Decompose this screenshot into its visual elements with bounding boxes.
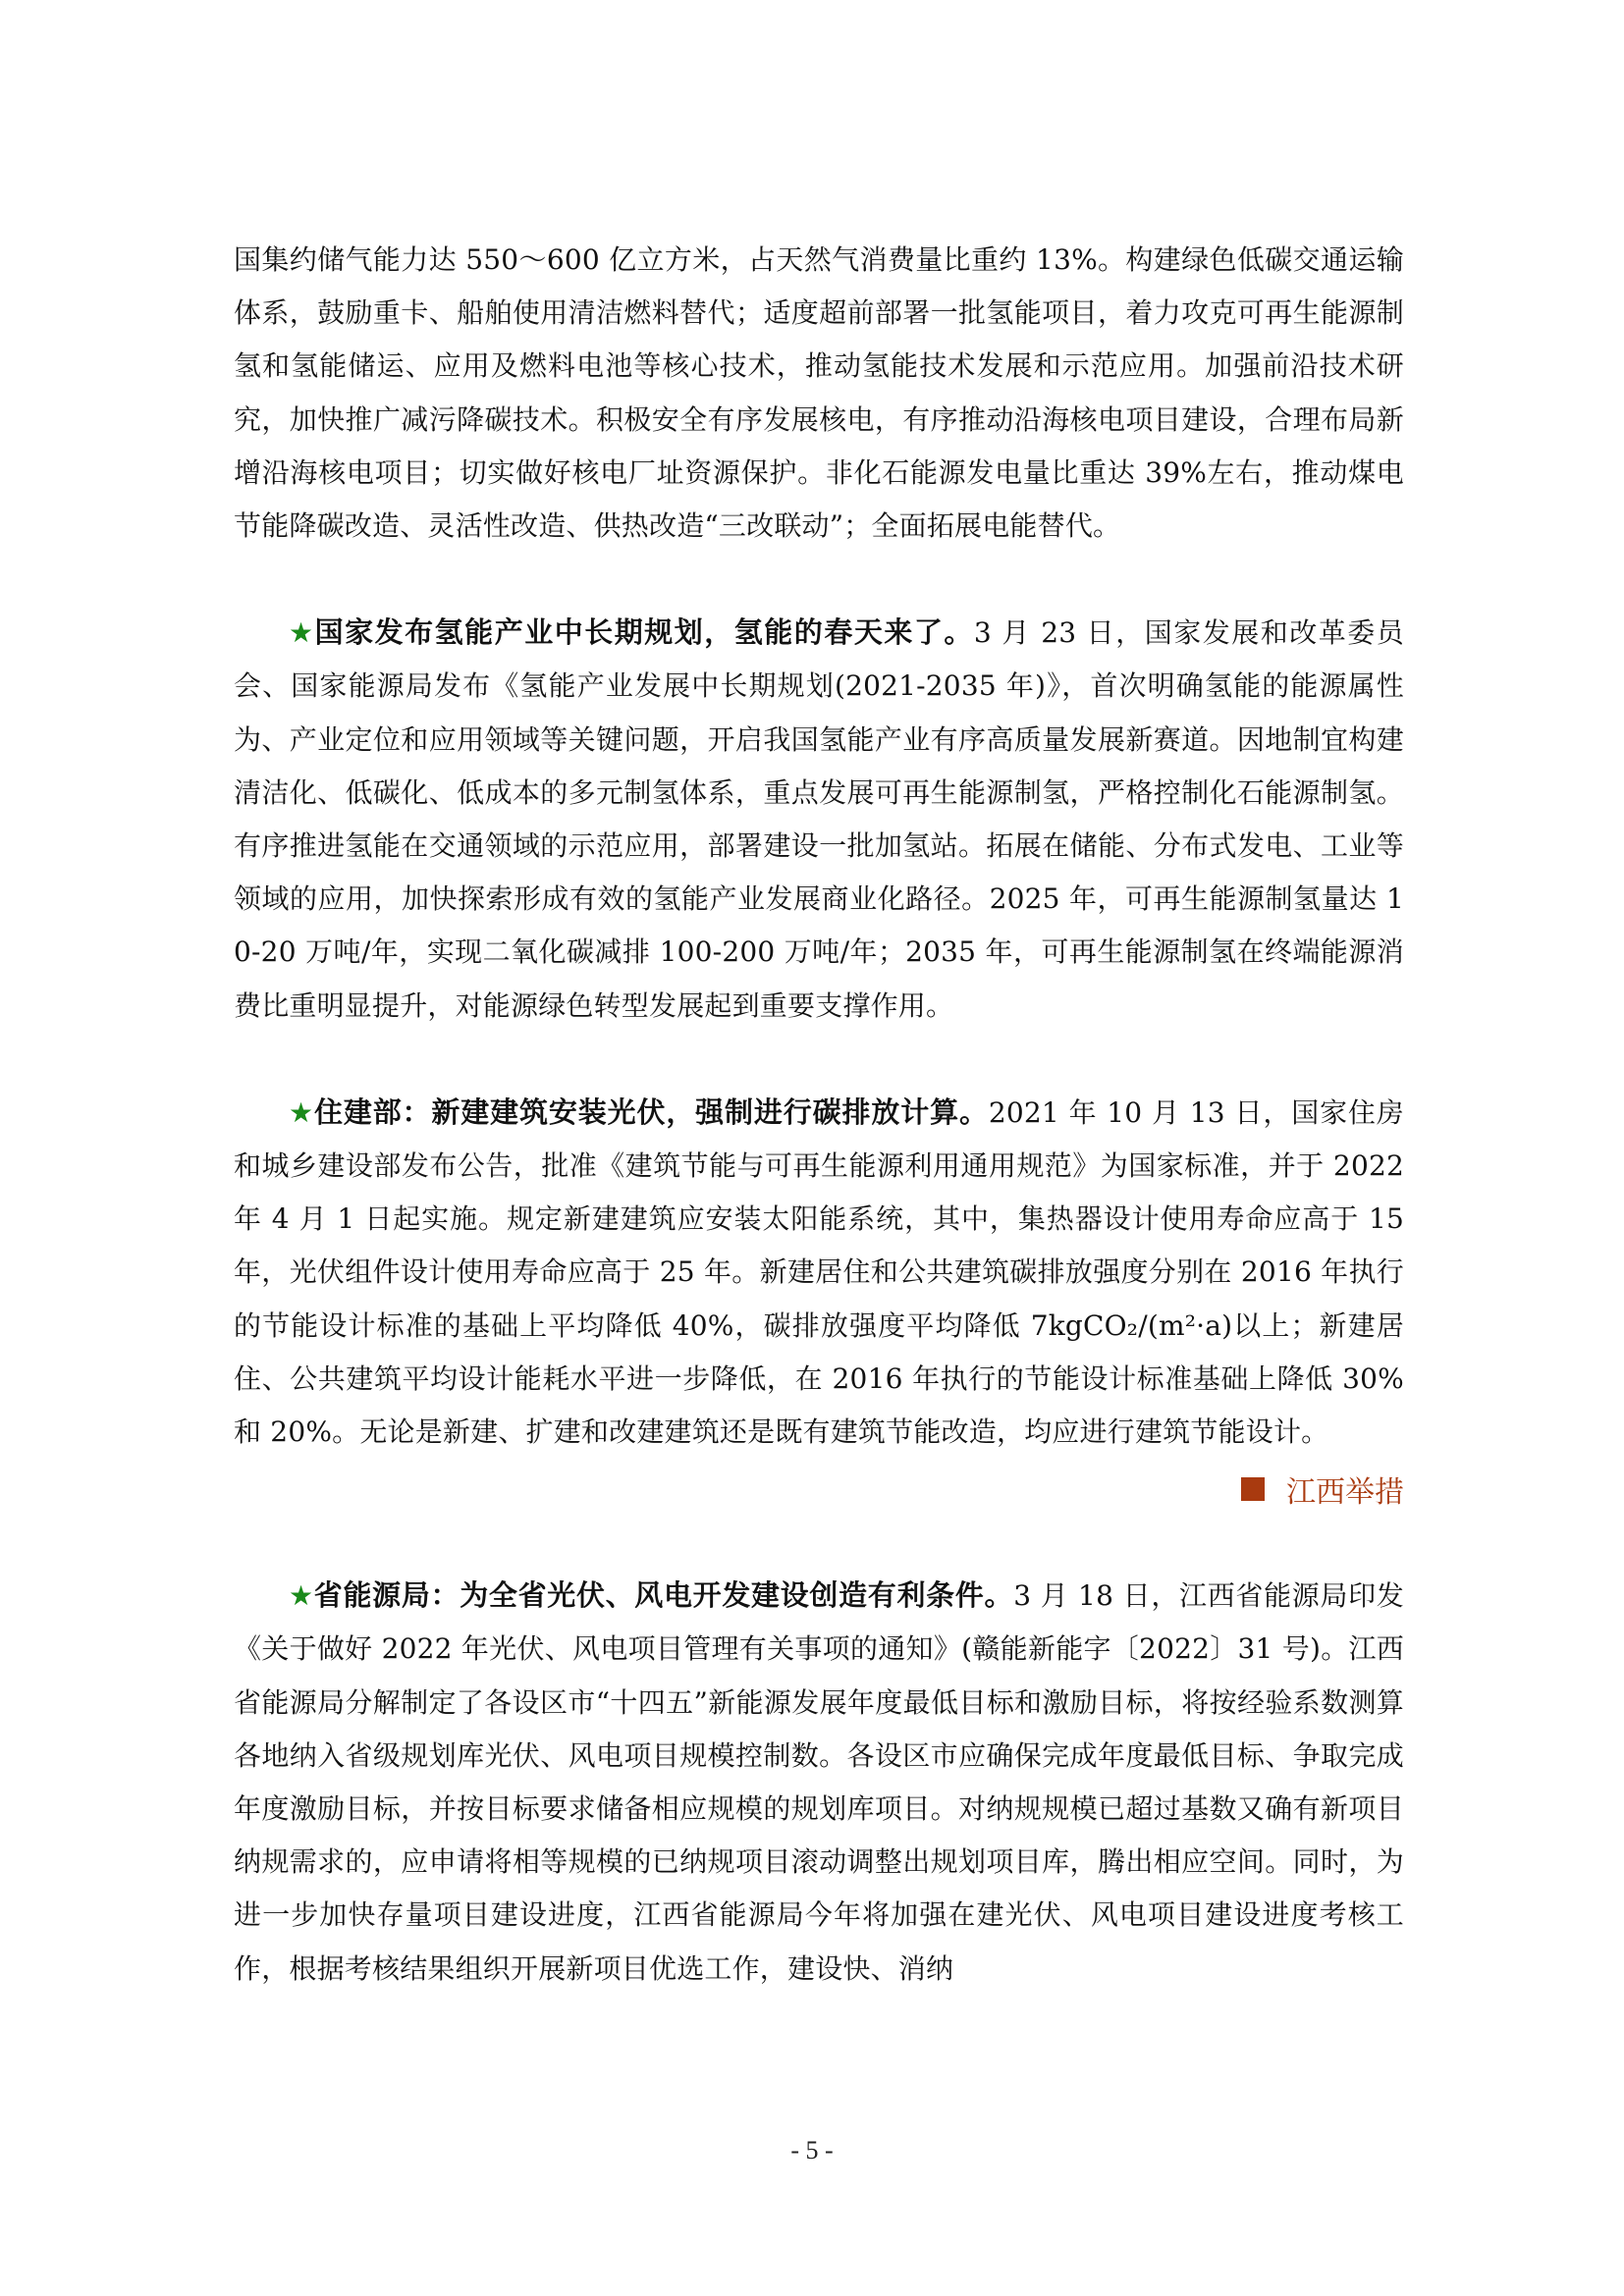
paragraph-lead-heading: 国家发布氢能产业中长期规划，氢能的春天来了。 [314,615,974,650]
paragraph-provincial-energy [234,1569,1404,1996]
document-page [234,234,1404,1996]
section-heading-jiangxi [234,1463,1404,1516]
paragraph-gap [234,1516,1404,1569]
paragraph-gap [234,553,1404,606]
paragraph-gap [234,1033,1404,1086]
paragraph-text: 国集约储气能力达 550～600 亿立方米，占天然气消费量比重约 13%。构建绿色低碳交通运输体系，鼓励重卡、船舶使用清洁燃料替代；适度超前部署一批氢能项目，着力攻克可再生能源制氢和氢能储运、应用及燃料电池等核心技术，推动氢能技术发展和示范应用。加强前沿技术研究，加快推广减污降碳技术。积极安全有序发展核电，有序推动沿海核电项目建设，合理布局新增沿海核电项目；切实做好核电厂址资源保护。非化石能源发电量比重达 39%左右，推动煤电节能降碳改造、灵活性改造、供热改造“三改联动”；全面拓展电能替代。 [234,243,1404,543]
paragraph-hydrogen-plan [234,606,1404,1033]
section-heading-title: 江西举措 [1286,1475,1404,1511]
page-number: - 5 - [790,2136,834,2164]
star-icon: ★ [289,1579,314,1613]
paragraph-building-pv [234,1086,1404,1459]
paragraph-text: 3 月 23 日，国家发展和改革委员会、国家能源局发布《氢能产业发展中长期规划(2021-2035 年)》，首次明确氢能的能源属性为、产业定位和应用领域等关键问题，开启我国氢能产业有序高质量发展新赛道。因地制宜构建清洁化、低碳化、低成本的多元制氢体系，重点发展可再生能源制氢，严格控制化石能源制氢。有序推进氢能在交通领域的示范应用，部署建设一批加氢站。拓展在储能、分布式发电、工业等领域的应用，加快探索形成有效的氢能产业发展商业化路径。2025 年，可再生能源制氢量达 10-20 万吨/年，实现二氧化碳减排 100-200 万吨/年；2035 年，可再生能源制氢在终端能源消费比重明显提升，对能源绿色转型发展起到重要支撑作用。 [234,616,1404,1022]
paragraph-energy-storage [234,234,1404,553]
paragraph-text: 3 月 18 日，江西省能源局印发《关于做好 2022 年光伏、风电项目管理有关事项的通知》(赣能新能字〔2022〕31 号)。江西省能源局分解制定了各设区市“十四五”新能源发展年度最低目标和激励目标，将按经验系数测算各地纳入省级规划库光伏、风电项目规模控制数。各设区市应确保完成年度最低目标、争取完成年度激励目标，并按目标要求储备相应规模的规划库项目。对纳规规模已超过基数又确有新项目纳规需求的，应申请将相等规模的已纳规项目滚动调整出规划项目库，腾出相应空间。同时，为进一步加快存量项目建设进度，江西省能源局今年将加强在建光伏、风电项目建设进度考核工作，根据考核结果组织开展新项目优选工作，建设快、消纳 [234,1579,1405,1985]
paragraph-lead-heading: 住建部：新建建筑安装光伏，强制进行碳排放计算。 [313,1095,989,1129]
square-bullet-icon [1241,1477,1265,1501]
star-icon: ★ [289,1095,314,1129]
paragraph-text: 2021 年 10 月 13 日，国家住房和城乡建设部发布公告，批准《建筑节能与可再生能源利用通用规范》为国家标准，并于 2022 年 4 月 1 日起实施。规定新建建筑应安装太阳能系统，其中，集热器设计使用寿命应高于 15 年，光伏组件设计使用寿命应高于 25 年。新建居住和公共建筑碳排放强度分别在 2016 年执行的节能设计标准的基础上平均降低 40%，碳排放强度平均降低 7kgCO₂/(m²·a)以上；新建居住、公共建筑平均设计能耗水平进一步降低，在 2016 年执行的节能设计标准基础上降低 30%和 20%。无论是新建、扩建和改建建筑还是既有建筑节能改造，均应进行建筑节能设计。 [234,1095,1404,1449]
paragraph-lead-heading: 省能源局：为全省光伏、风电开发建设创造有利条件。 [313,1578,1014,1613]
star-icon: ★ [289,616,315,650]
